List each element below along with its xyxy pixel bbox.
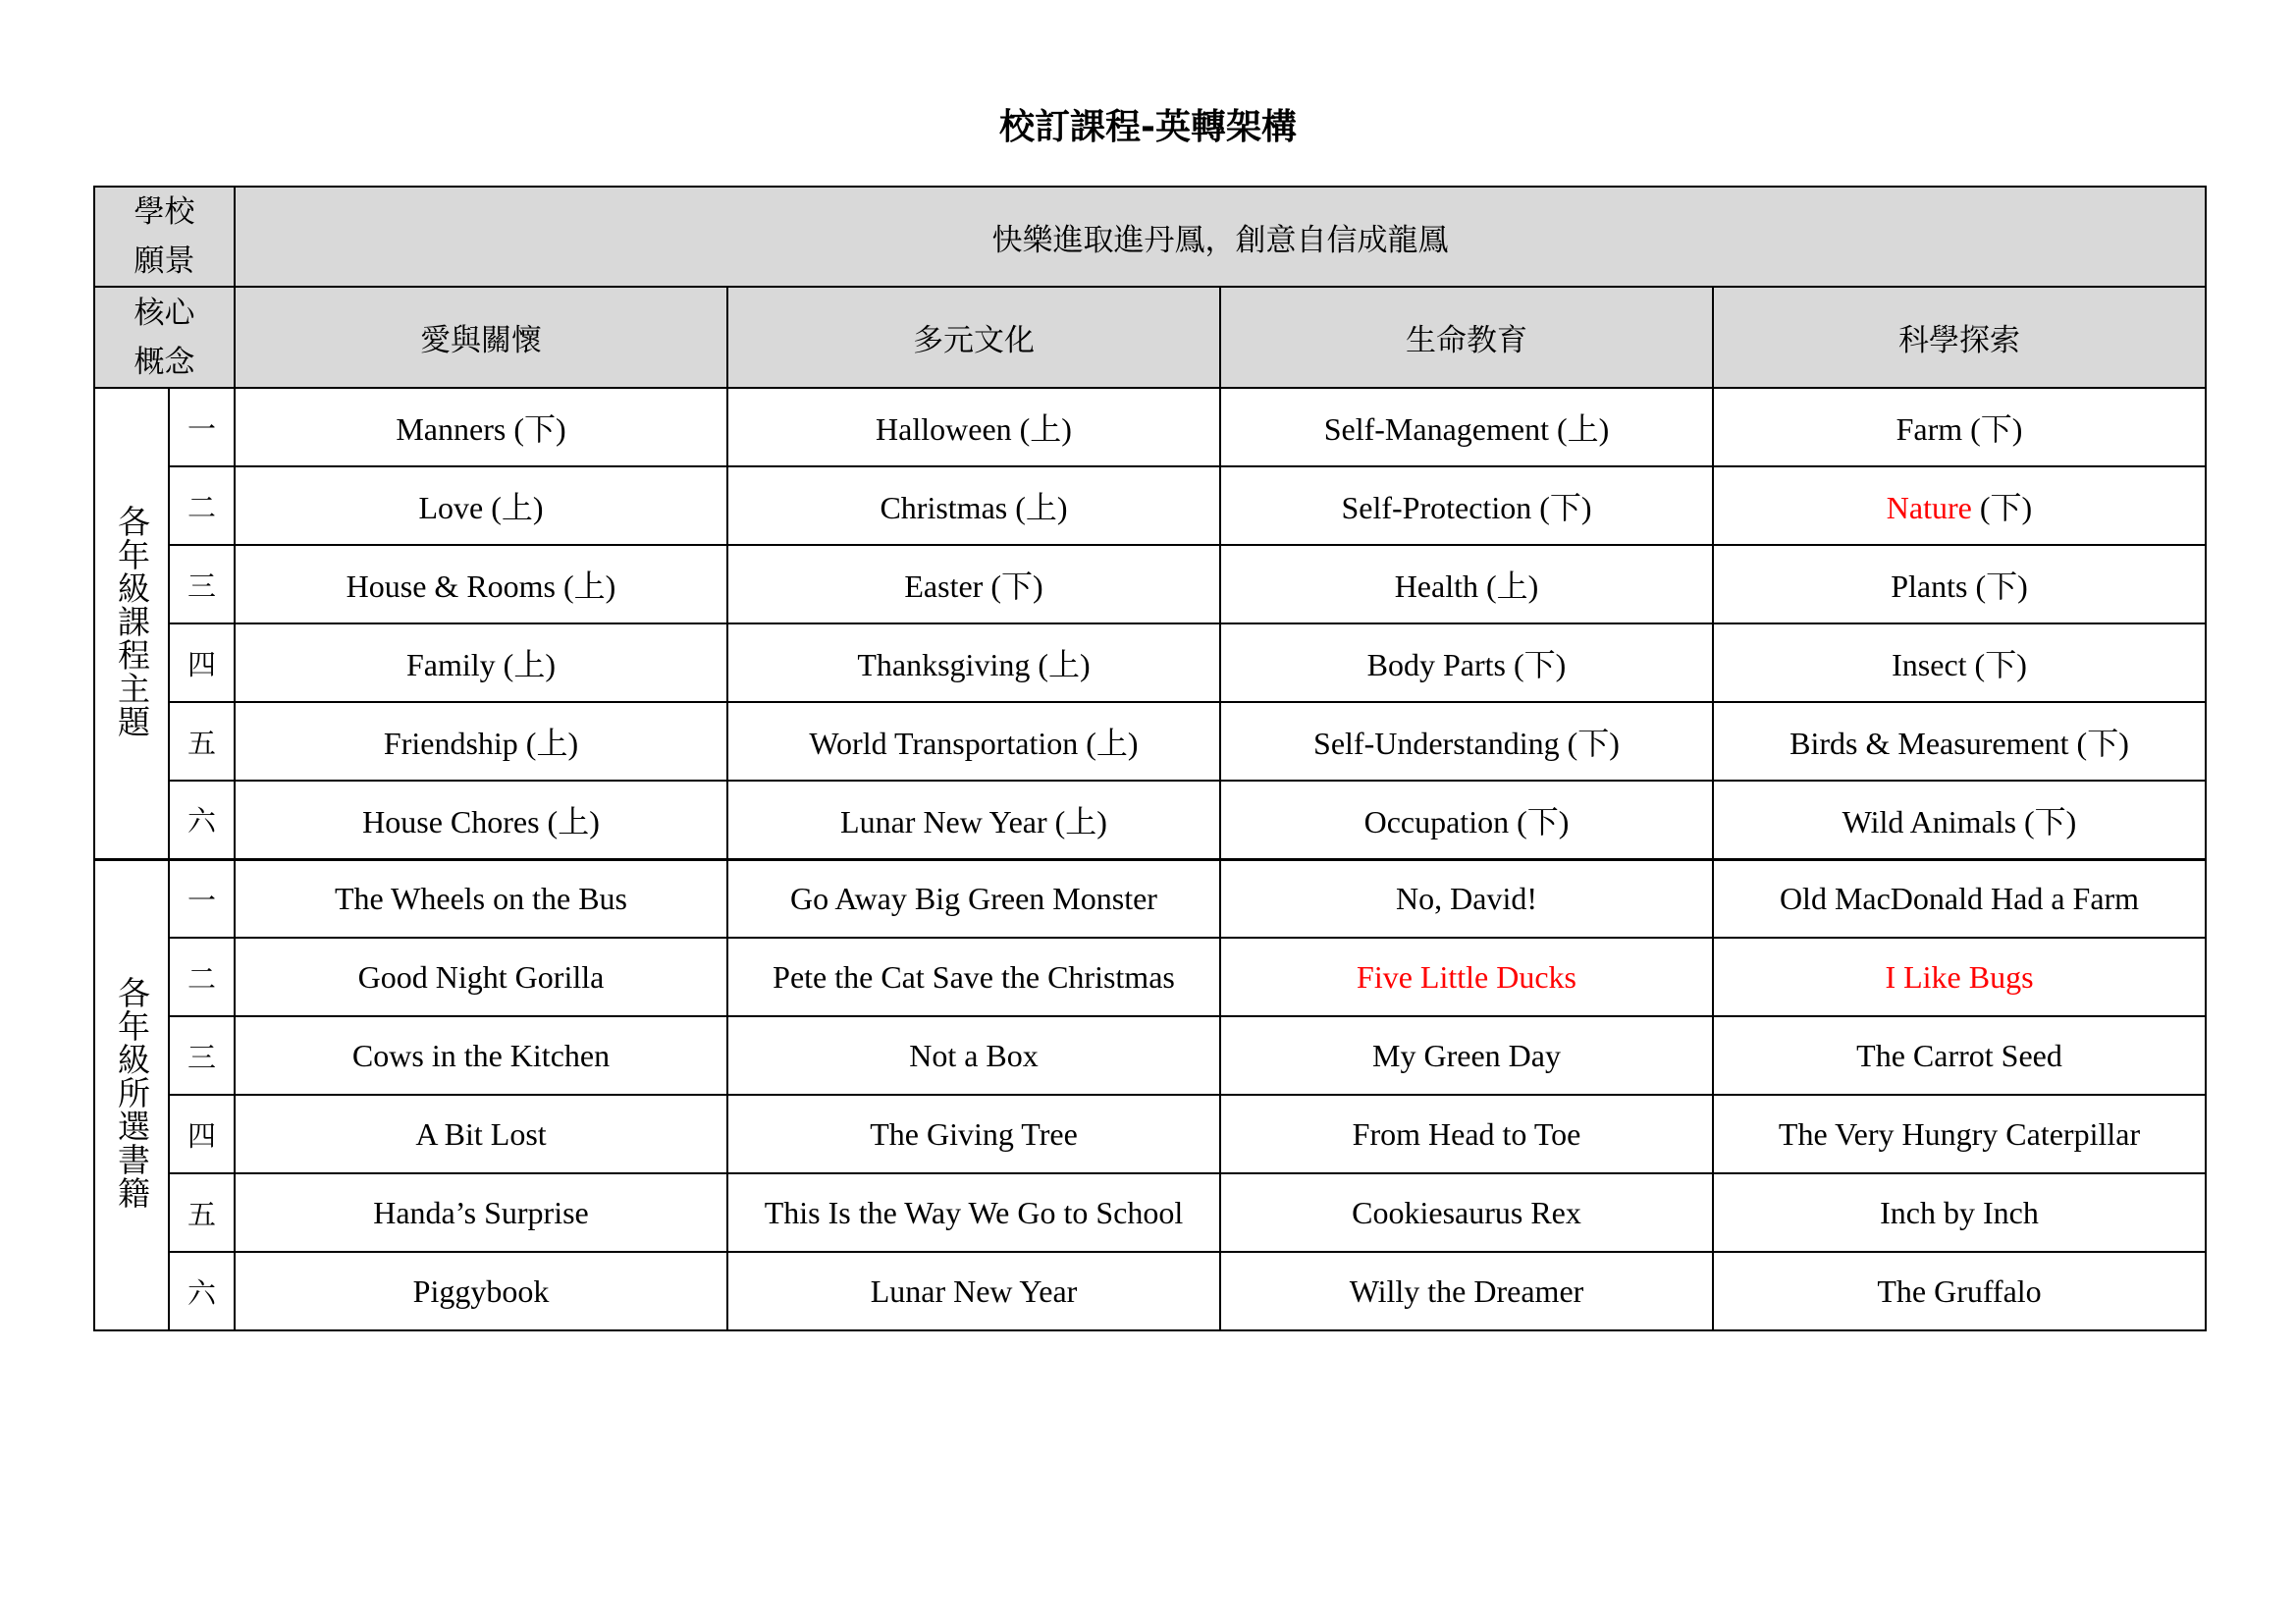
- book-cell: Old MacDonald Had a Farm: [1713, 859, 2206, 938]
- book-cell: Pete the Cat Save the Christmas: [727, 938, 1220, 1016]
- book-cell: Five Little Ducks: [1220, 938, 1713, 1016]
- books-row: [94, 938, 2206, 1016]
- concept-header: 科學探索: [1713, 287, 2206, 388]
- book-cell: The Wheels on the Bus: [235, 859, 727, 938]
- topic-cell: House & Rooms (上): [235, 545, 727, 623]
- topic-cell: Lunar New Year (上): [727, 781, 1220, 859]
- book-cell: No, David!: [1220, 859, 1713, 938]
- book-cell: Good Night Gorilla: [235, 938, 727, 1016]
- book-cell: The Giving Tree: [727, 1095, 1220, 1173]
- topic-cell: Farm (下): [1713, 388, 2206, 466]
- topic-cell: Friendship (上): [235, 702, 727, 781]
- grade-label: 三: [169, 1016, 235, 1095]
- concept-header: 愛與關懷: [235, 287, 727, 388]
- grade-label: 二: [169, 466, 235, 545]
- topic-cell: Birds & Measurement (下): [1713, 702, 2206, 781]
- topic-cell: Thanksgiving (上): [727, 623, 1220, 702]
- topics-section-label: 各年級課程主題: [94, 388, 169, 859]
- book-cell: Cows in the Kitchen: [235, 1016, 727, 1095]
- book-cell: Inch by Inch: [1713, 1173, 2206, 1252]
- topic-cell: House Chores (上): [235, 781, 727, 859]
- book-cell: Piggybook: [235, 1252, 727, 1330]
- topic-cell: Wild Animals (下): [1713, 781, 2206, 859]
- topic-cell: Body Parts (下): [1220, 623, 1713, 702]
- grade-label: 二: [169, 938, 235, 1016]
- topic-cell: Nature (下): [1713, 466, 2206, 545]
- topic-cell: Plants (下): [1713, 545, 2206, 623]
- topic-cell: Occupation (下): [1220, 781, 1713, 859]
- book-cell: From Head to Toe: [1220, 1095, 1713, 1173]
- curriculum-table: [93, 186, 2207, 1331]
- topic-cell: Insect (下): [1713, 623, 2206, 702]
- vision-row: [94, 187, 2206, 287]
- book-cell: Cookiesaurus Rex: [1220, 1173, 1713, 1252]
- topic-cell: Self-Management (上): [1220, 388, 1713, 466]
- book-cell: Go Away Big Green Monster: [727, 859, 1220, 938]
- topic-cell: World Transportation (上): [727, 702, 1220, 781]
- vision-text: 快樂進取進丹鳳，創意自信成龍鳳: [235, 187, 2206, 287]
- concept-header: 生命教育: [1220, 287, 1713, 388]
- books-row: [94, 1252, 2206, 1330]
- grade-label: 六: [169, 781, 235, 859]
- concept-row: [94, 287, 2206, 388]
- book-cell: This Is the Way We Go to School: [727, 1173, 1220, 1252]
- topics-row: [94, 702, 2206, 781]
- books-row: [94, 1173, 2206, 1252]
- book-cell: The Carrot Seed: [1713, 1016, 2206, 1095]
- topic-cell: Manners (下): [235, 388, 727, 466]
- books-row: [94, 859, 2206, 938]
- book-cell: Not a Box: [727, 1016, 1220, 1095]
- grade-label: 四: [169, 623, 235, 702]
- book-cell: The Gruffalo: [1713, 1252, 2206, 1330]
- concept-header: 多元文化: [727, 287, 1220, 388]
- grade-label: 一: [169, 388, 235, 466]
- grade-label: 一: [169, 859, 235, 938]
- vision-label: 學校 願景: [94, 187, 235, 287]
- book-cell: The Very Hungry Caterpillar: [1713, 1095, 2206, 1173]
- grade-label: 六: [169, 1252, 235, 1330]
- grade-label: 四: [169, 1095, 235, 1173]
- page-title: 校訂課程-英轉架構: [999, 107, 1297, 147]
- book-cell: Handa’s Surprise: [235, 1173, 727, 1252]
- topic-cell: Love (上): [235, 466, 727, 545]
- grade-label: 五: [169, 1173, 235, 1252]
- book-cell: Lunar New Year: [727, 1252, 1220, 1330]
- grade-label: 三: [169, 545, 235, 623]
- topic-cell: Health (上): [1220, 545, 1713, 623]
- concept-label: 核心 概念: [94, 287, 235, 388]
- topic-cell: Family (上): [235, 623, 727, 702]
- topics-row: [94, 781, 2206, 859]
- topic-cell: Christmas (上): [727, 466, 1220, 545]
- grade-label: 五: [169, 702, 235, 781]
- book-cell: A Bit Lost: [235, 1095, 727, 1173]
- topic-cell: Self-Understanding (下): [1220, 702, 1713, 781]
- book-cell: I Like Bugs: [1713, 938, 2206, 1016]
- topic-cell: Self-Protection (下): [1220, 466, 1713, 545]
- book-cell: My Green Day: [1220, 1016, 1713, 1095]
- book-cell: Willy the Dreamer: [1220, 1252, 1713, 1330]
- topics-row: [94, 623, 2206, 702]
- topic-cell: Easter (下): [727, 545, 1220, 623]
- topics-row: [94, 388, 2206, 466]
- topics-row: [94, 545, 2206, 623]
- topics-row: [94, 466, 2206, 545]
- books-row: [94, 1095, 2206, 1173]
- books-row: [94, 1016, 2206, 1095]
- books-section-label: 各年級所選書籍: [94, 859, 169, 1330]
- topic-cell: Halloween (上): [727, 388, 1220, 466]
